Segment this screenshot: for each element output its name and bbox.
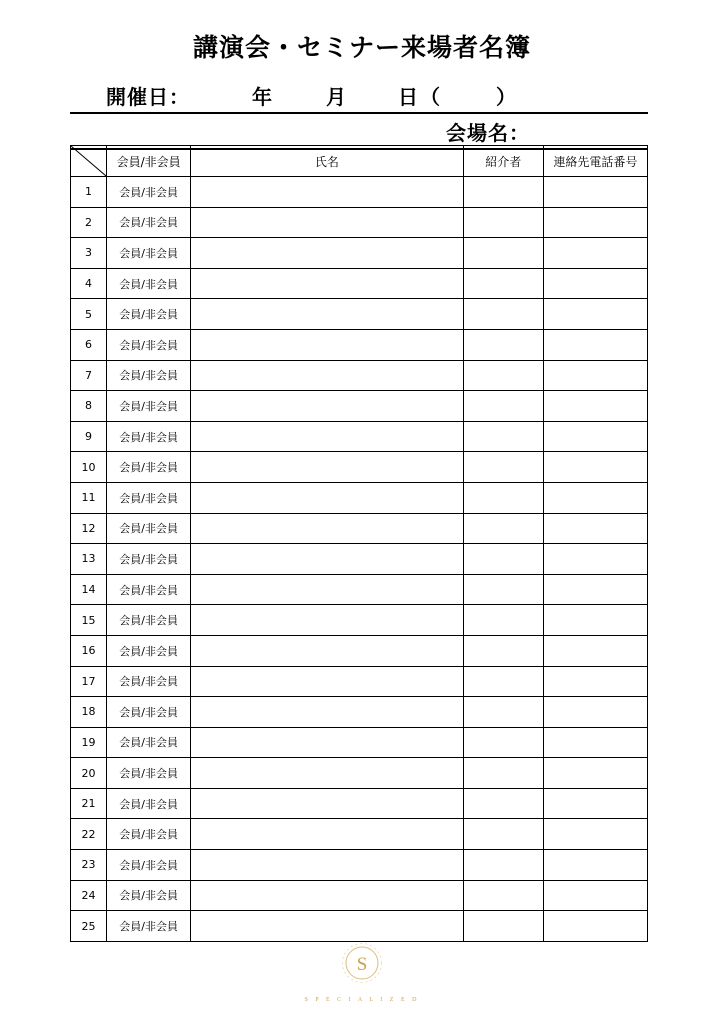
row-member-type[interactable]: 会員/非会員 bbox=[107, 544, 191, 575]
table-header-row bbox=[71, 146, 648, 177]
table-header bbox=[71, 146, 648, 177]
row-referrer-field[interactable] bbox=[463, 758, 543, 789]
row-tel-field[interactable] bbox=[543, 850, 647, 881]
row-name-field[interactable] bbox=[191, 391, 463, 422]
row-referrer-field[interactable] bbox=[463, 788, 543, 819]
table-row bbox=[71, 177, 648, 208]
row-tel-field[interactable] bbox=[543, 177, 647, 208]
table-row bbox=[71, 452, 648, 483]
row-tel-field[interactable] bbox=[543, 758, 647, 789]
column-header-tel: 連絡先電話番号 bbox=[543, 146, 647, 177]
row-name-field[interactable] bbox=[191, 207, 463, 238]
column-header-member: 会員/非会員 bbox=[107, 146, 191, 177]
row-referrer-field[interactable] bbox=[463, 238, 543, 269]
row-number: 3 bbox=[71, 238, 107, 269]
row-member-type[interactable]: 会員/非会員 bbox=[107, 697, 191, 728]
table-row bbox=[71, 238, 648, 269]
table-row bbox=[71, 329, 648, 360]
row-member-type[interactable]: 会員/非会員 bbox=[107, 911, 191, 942]
row-member-type[interactable]: 会員/非会員 bbox=[107, 727, 191, 758]
corner-diagonal-cell bbox=[71, 146, 107, 177]
row-name-field[interactable] bbox=[191, 177, 463, 208]
row-referrer-field[interactable] bbox=[463, 482, 543, 513]
row-tel-field[interactable] bbox=[543, 421, 647, 452]
row-number: 8 bbox=[71, 391, 107, 422]
year-unit: 年 bbox=[252, 85, 272, 109]
row-referrer-field[interactable] bbox=[463, 177, 543, 208]
row-tel-field[interactable] bbox=[543, 605, 647, 636]
row-referrer-field[interactable] bbox=[463, 727, 543, 758]
row-number: 16 bbox=[71, 635, 107, 666]
weekday-paren: （ ） bbox=[420, 85, 534, 109]
row-member-type[interactable]: 会員/非会員 bbox=[107, 452, 191, 483]
date-fields bbox=[190, 81, 534, 112]
row-number: 23 bbox=[71, 850, 107, 881]
attendee-roster-table bbox=[70, 145, 648, 942]
row-referrer-field[interactable] bbox=[463, 605, 543, 636]
row-tel-field[interactable] bbox=[543, 666, 647, 697]
row-number: 7 bbox=[71, 360, 107, 391]
row-member-type[interactable]: 会員/非会員 bbox=[107, 788, 191, 819]
row-name-field[interactable] bbox=[191, 238, 463, 269]
table-row bbox=[71, 421, 648, 452]
row-member-type[interactable]: 会員/非会員 bbox=[107, 513, 191, 544]
table-row bbox=[71, 758, 648, 789]
row-name-field[interactable] bbox=[191, 850, 463, 881]
logo-brand-text: S P E C I A L I Z E D bbox=[304, 997, 420, 1003]
row-member-type[interactable]: 会員/非会員 bbox=[107, 329, 191, 360]
row-name-field[interactable] bbox=[191, 574, 463, 605]
table-row bbox=[71, 666, 648, 697]
row-member-type[interactable]: 会員/非会員 bbox=[107, 299, 191, 330]
event-date-row bbox=[70, 80, 648, 114]
row-member-type[interactable]: 会員/非会員 bbox=[107, 635, 191, 666]
row-number: 18 bbox=[71, 697, 107, 728]
row-tel-field[interactable] bbox=[543, 544, 647, 575]
table-row bbox=[71, 727, 648, 758]
row-tel-field[interactable] bbox=[543, 513, 647, 544]
footer-logo bbox=[0, 935, 724, 1003]
row-tel-field[interactable] bbox=[543, 819, 647, 850]
row-number: 22 bbox=[71, 819, 107, 850]
row-number: 6 bbox=[71, 329, 107, 360]
row-tel-field[interactable] bbox=[543, 452, 647, 483]
row-number: 10 bbox=[71, 452, 107, 483]
table-row bbox=[71, 880, 648, 911]
table-row bbox=[71, 207, 648, 238]
logo-svg bbox=[334, 935, 390, 991]
row-name-field[interactable] bbox=[191, 360, 463, 391]
row-name-field[interactable] bbox=[191, 544, 463, 575]
row-member-type[interactable]: 会員/非会員 bbox=[107, 391, 191, 422]
row-name-field[interactable] bbox=[191, 819, 463, 850]
row-referrer-field[interactable] bbox=[463, 697, 543, 728]
row-number: 24 bbox=[71, 880, 107, 911]
table-body bbox=[71, 177, 648, 942]
row-number: 25 bbox=[71, 911, 107, 942]
row-tel-field[interactable] bbox=[543, 880, 647, 911]
day-unit: 日 bbox=[398, 85, 418, 109]
row-referrer-field[interactable] bbox=[463, 544, 543, 575]
row-name-field[interactable] bbox=[191, 697, 463, 728]
table-row bbox=[71, 299, 648, 330]
row-tel-field[interactable] bbox=[543, 268, 647, 299]
table-row bbox=[71, 850, 648, 881]
row-member-type[interactable]: 会員/非会員 bbox=[107, 207, 191, 238]
row-referrer-field[interactable] bbox=[463, 329, 543, 360]
row-number: 5 bbox=[71, 299, 107, 330]
row-number: 19 bbox=[71, 727, 107, 758]
row-number: 20 bbox=[71, 758, 107, 789]
row-tel-field[interactable] bbox=[543, 697, 647, 728]
row-name-field[interactable] bbox=[191, 421, 463, 452]
date-label: 開催日： bbox=[106, 85, 190, 109]
row-member-type[interactable]: 会員/非会員 bbox=[107, 574, 191, 605]
table-row bbox=[71, 391, 648, 422]
table-row bbox=[71, 544, 648, 575]
row-name-field[interactable] bbox=[191, 299, 463, 330]
table-row bbox=[71, 819, 648, 850]
table-row bbox=[71, 482, 648, 513]
column-header-referrer: 紹介者 bbox=[463, 146, 543, 177]
venue-label: 会場名： bbox=[446, 121, 530, 145]
row-number: 17 bbox=[71, 666, 107, 697]
row-name-field[interactable] bbox=[191, 727, 463, 758]
row-member-type[interactable]: 会員/非会員 bbox=[107, 605, 191, 636]
table-row bbox=[71, 605, 648, 636]
row-tel-field[interactable] bbox=[543, 329, 647, 360]
row-referrer-field[interactable] bbox=[463, 635, 543, 666]
row-number: 9 bbox=[71, 421, 107, 452]
row-number: 4 bbox=[71, 268, 107, 299]
row-number: 13 bbox=[71, 544, 107, 575]
row-referrer-field[interactable] bbox=[463, 207, 543, 238]
row-name-field[interactable] bbox=[191, 452, 463, 483]
row-referrer-field[interactable] bbox=[463, 850, 543, 881]
row-number: 1 bbox=[71, 177, 107, 208]
row-tel-field[interactable] bbox=[543, 788, 647, 819]
row-number: 14 bbox=[71, 574, 107, 605]
row-referrer-field[interactable] bbox=[463, 391, 543, 422]
row-name-field[interactable] bbox=[191, 513, 463, 544]
row-member-type[interactable]: 会員/非会員 bbox=[107, 360, 191, 391]
table-row bbox=[71, 788, 648, 819]
row-member-type[interactable]: 会員/非会員 bbox=[107, 238, 191, 269]
row-tel-field[interactable] bbox=[543, 238, 647, 269]
row-number: 12 bbox=[71, 513, 107, 544]
row-tel-field[interactable] bbox=[543, 574, 647, 605]
table-row bbox=[71, 635, 648, 666]
row-number: 2 bbox=[71, 207, 107, 238]
row-member-type[interactable]: 会員/非会員 bbox=[107, 177, 191, 208]
row-tel-field[interactable] bbox=[543, 635, 647, 666]
row-member-type[interactable]: 会員/非会員 bbox=[107, 880, 191, 911]
row-number: 11 bbox=[71, 482, 107, 513]
month-unit: 月 bbox=[326, 85, 346, 109]
row-name-field[interactable] bbox=[191, 329, 463, 360]
document-header bbox=[70, 80, 648, 150]
row-name-field[interactable] bbox=[191, 482, 463, 513]
row-number: 15 bbox=[71, 605, 107, 636]
row-name-field[interactable] bbox=[191, 758, 463, 789]
row-referrer-field[interactable] bbox=[463, 268, 543, 299]
svg-text:S: S bbox=[356, 954, 368, 975]
logo-emblem-icon bbox=[334, 935, 390, 991]
table-row bbox=[71, 268, 648, 299]
row-tel-field[interactable] bbox=[543, 391, 647, 422]
row-member-type[interactable]: 会員/非会員 bbox=[107, 758, 191, 789]
row-name-field[interactable] bbox=[191, 788, 463, 819]
row-referrer-field[interactable] bbox=[463, 421, 543, 452]
row-member-type[interactable]: 会員/非会員 bbox=[107, 482, 191, 513]
table-row bbox=[71, 513, 648, 544]
table-row bbox=[71, 697, 648, 728]
row-referrer-field[interactable] bbox=[463, 819, 543, 850]
row-referrer-field[interactable] bbox=[463, 299, 543, 330]
row-referrer-field[interactable] bbox=[463, 513, 543, 544]
row-member-type[interactable]: 会員/非会員 bbox=[107, 819, 191, 850]
row-name-field[interactable] bbox=[191, 880, 463, 911]
column-header-name: 氏名 bbox=[191, 146, 463, 177]
row-number: 21 bbox=[71, 788, 107, 819]
row-name-field[interactable] bbox=[191, 635, 463, 666]
row-referrer-field[interactable] bbox=[463, 666, 543, 697]
diagonal-line-icon bbox=[71, 146, 106, 176]
row-tel-field[interactable] bbox=[543, 207, 647, 238]
row-member-type[interactable]: 会員/非会員 bbox=[107, 666, 191, 697]
row-name-field[interactable] bbox=[191, 605, 463, 636]
row-member-type[interactable]: 会員/非会員 bbox=[107, 421, 191, 452]
row-referrer-field[interactable] bbox=[463, 574, 543, 605]
row-member-type[interactable]: 会員/非会員 bbox=[107, 850, 191, 881]
row-tel-field[interactable] bbox=[543, 482, 647, 513]
table-row bbox=[71, 360, 648, 391]
row-tel-field[interactable] bbox=[543, 727, 647, 758]
table-row bbox=[71, 574, 648, 605]
row-member-type[interactable]: 会員/非会員 bbox=[107, 268, 191, 299]
row-tel-field[interactable] bbox=[543, 299, 647, 330]
row-name-field[interactable] bbox=[191, 666, 463, 697]
page-title: 講演会・セミナー来場者名簿 bbox=[192, 33, 531, 62]
row-tel-field[interactable] bbox=[543, 360, 647, 391]
row-referrer-field[interactable] bbox=[463, 880, 543, 911]
row-name-field[interactable] bbox=[191, 268, 463, 299]
row-referrer-field[interactable] bbox=[463, 360, 543, 391]
row-referrer-field[interactable] bbox=[463, 452, 543, 483]
